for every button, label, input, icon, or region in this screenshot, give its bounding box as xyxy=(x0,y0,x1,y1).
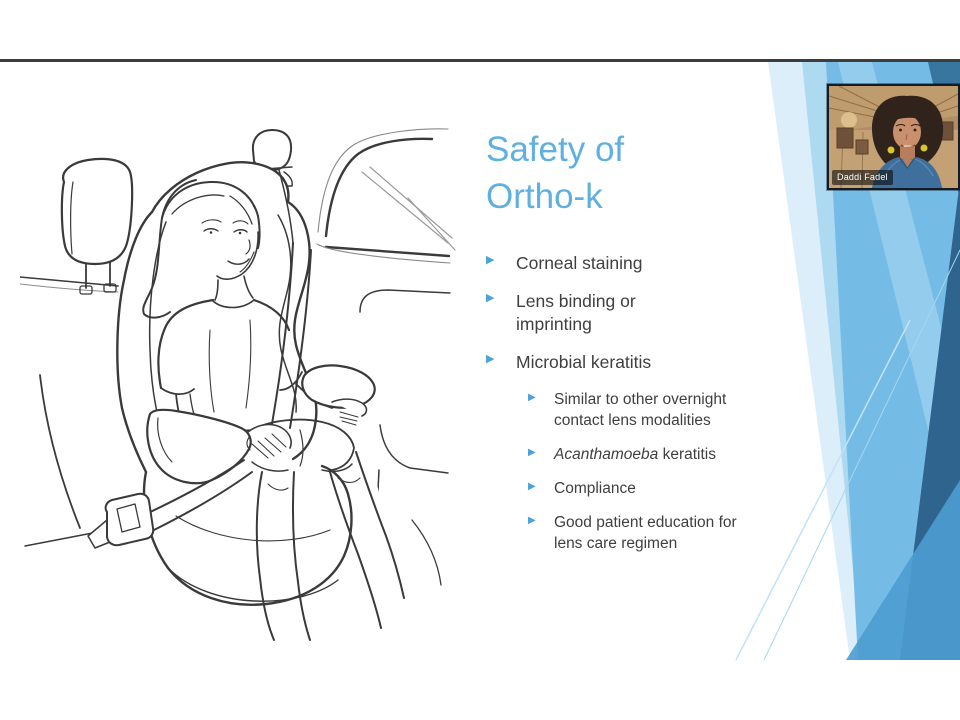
bullet-text: Corneal staining xyxy=(516,253,643,273)
bullet-item-0 xyxy=(486,252,681,275)
car-interior-lines xyxy=(20,277,118,546)
bullet-list xyxy=(486,252,766,567)
bullet-text: Good patient education for lens care regimen xyxy=(554,514,737,552)
bullet-text: Compliance xyxy=(554,480,636,497)
bullet-text: Lens binding or imprinting xyxy=(516,291,636,334)
bullet-triangle-icon: ▶ xyxy=(528,392,536,403)
participant-video-tile[interactable] xyxy=(827,84,960,190)
bullet-triangle-icon: ▶ xyxy=(486,353,495,365)
bullet-text: Acanthamoeba keratitis xyxy=(554,446,716,463)
slide-title xyxy=(486,126,736,220)
bullet-triangle-icon: ▶ xyxy=(486,254,495,266)
bullet-text: Similar to other overnight contact lens modalities xyxy=(554,391,727,429)
car-headrest xyxy=(62,159,132,294)
seatbelt-buckle xyxy=(88,494,153,548)
bullet-text: Microbial keratitis xyxy=(516,352,652,372)
bullet-item-5 xyxy=(528,478,740,499)
bullet-item-2 xyxy=(486,351,681,374)
car-window xyxy=(317,129,455,263)
bullet-triangle-icon: ▶ xyxy=(486,292,495,304)
bullet-triangle-icon: ▶ xyxy=(528,515,536,526)
booster-seat-illustration xyxy=(20,118,465,643)
bullet-triangle-icon: ▶ xyxy=(528,447,536,458)
bullet-item-3 xyxy=(528,389,740,431)
bullet-item-6 xyxy=(528,512,740,554)
bullet-item-1 xyxy=(486,290,681,336)
slide-title-line2: Ortho-k xyxy=(486,177,603,216)
bullet-triangle-icon: ▶ xyxy=(528,481,536,492)
bullet-item-4 xyxy=(528,444,740,465)
participant-name-label: Daddi Fadel xyxy=(832,170,893,185)
slide-title-line1: Safety of xyxy=(486,130,625,169)
